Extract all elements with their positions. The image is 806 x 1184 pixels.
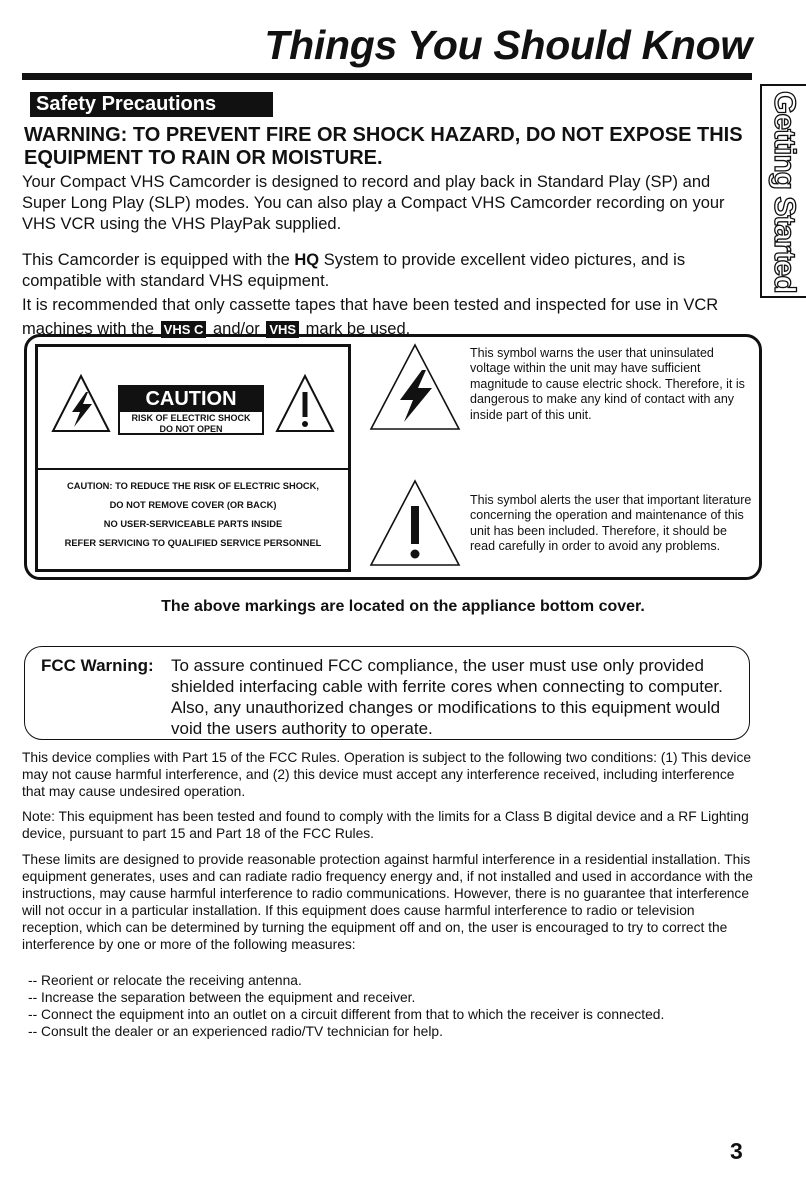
exclamation-symbol-icon — [368, 478, 462, 568]
hq-paragraph — [22, 250, 750, 292]
intro-paragraph: Your Compact VHS Camcorder is designed to record and play back in Standard Play (SP) and Super Long Play (SLP) modes. You can also play a Compact VHS Camcorder recording on your VHS VCR using the VHS PlayPak supplied. — [22, 173, 725, 233]
caution-label — [35, 344, 351, 572]
side-tab — [760, 84, 806, 298]
exclamation-warning-icon — [274, 373, 336, 435]
lightning-symbol-icon — [368, 342, 462, 432]
caution-sub-2: DO NOT OPEN — [159, 424, 223, 434]
exclamation-symbol-description: This symbol alerts the user that important literature concerning the operation and maintenance of this unit has been included. Therefore, it should be read carefully in order to avoid any problems. — [470, 493, 752, 554]
interference-paragraph: These limits are designed to provide reasonable protection against harmful interference in a residential installation. This equipment generates, uses and can radiate radio frequency energy and, if not installed and used in accordance with the instructions, may cause harmful interference to radio communications. However, there is no guarantee that interference will not occur in a particular installation. If this equipment does cause harmful interference to radio or television reception, which can be determined by turning the equipment off and on, the user is encouraged to try to correct the interference by one or more of the following measures: — [22, 852, 753, 952]
tape-text-post: mark be used. — [301, 320, 411, 338]
caution-title: CAUTION — [120, 387, 262, 412]
fcc-warning-label: FCC Warning: — [41, 656, 154, 675]
hq-logo: HQ — [294, 251, 320, 269]
label-divider — [38, 468, 348, 470]
caution-line-2: DO NOT REMOVE COVER (OR BACK) — [109, 500, 277, 510]
markings-note: The above markings are located on the appliance bottom cover. — [161, 598, 645, 615]
list-item: -- Reorient or relocate the receiving antenna. — [28, 973, 302, 988]
caution-line-1: CAUTION: TO REDUCE THE RISK OF ELECTRIC SHOCK, — [67, 481, 319, 491]
tape-text-pre: It is recommended that only cassette tapes that have been tested and inspected for use in VCR machines with the — [22, 296, 719, 338]
hq-text-post: System to provide excellent video pictures, and is compatible with standard VHS equipment. — [22, 251, 686, 290]
vhs-c-mark: VHS C — [161, 321, 207, 338]
vhs-mark: VHS — [266, 321, 299, 338]
caution-instructions — [38, 477, 348, 553]
fcc-warning-box — [24, 646, 750, 740]
fcc-warning-text: To assure continued FCC compliance, the user must use only provided shielded interfacing cable with ferrite cores when connecting to computer. Also, any unauthorized changes or modifications to this equipment would void the users authority to operate. — [171, 656, 723, 738]
lightning-symbol-description: This symbol warns the user that uninsulated voltage within the unit may have sufficient magnitude to cause electric shock. Therefore, it is dangerous to make any kind of contact with any inside part of this unit. — [470, 346, 745, 422]
page-number: 3 — [730, 1138, 743, 1164]
list-item: -- Consult the dealer or an experienced radio/TV technician for help. — [28, 1024, 443, 1039]
title-rule — [22, 73, 752, 80]
fcc-compliance-paragraph: This device complies with Part 15 of the FCC Rules. Operation is subject to the following two conditions: (1) This device may not cause harmful interference, and (2) this device must accept any interference received, including interference that may cause undesired operation. — [22, 750, 752, 799]
measures-list — [28, 972, 758, 1040]
caution-line-3: NO USER-SERVICEABLE PARTS INSIDE — [103, 519, 283, 529]
side-tab-label: Getting Started — [768, 91, 801, 293]
page-title: Things You Should Know — [264, 22, 752, 68]
list-item: -- Connect the equipment into an outlet on a circuit different from that to which the receiver is connected. — [28, 1007, 665, 1022]
class-b-note: Note: This equipment has been tested and found to comply with the limits for a Class B digital device and a RF Lighting device, pursuant to part 15 and Part 18 of the FCC Rules. — [22, 809, 749, 841]
caution-sub-1: RISK OF ELECTRIC SHOCK — [131, 413, 251, 423]
lightning-warning-icon — [50, 373, 112, 435]
caution-line-4: REFER SERVICING TO QUALIFIED SERVICE PERSONNEL — [64, 538, 322, 548]
section-heading: Safety Precautions — [30, 92, 273, 117]
warning-text: WARNING: TO PREVENT FIRE OR SHOCK HAZARD, DO NOT EXPOSE THIS EQUIPMENT TO RAIN OR MOISTURE. — [24, 124, 743, 169]
hq-text-pre: This Camcorder is equipped with the — [22, 251, 295, 269]
caution-badge — [118, 385, 264, 435]
tape-text-mid: and/or — [208, 320, 265, 338]
list-item: -- Increase the separation between the equipment and receiver. — [28, 990, 416, 1005]
